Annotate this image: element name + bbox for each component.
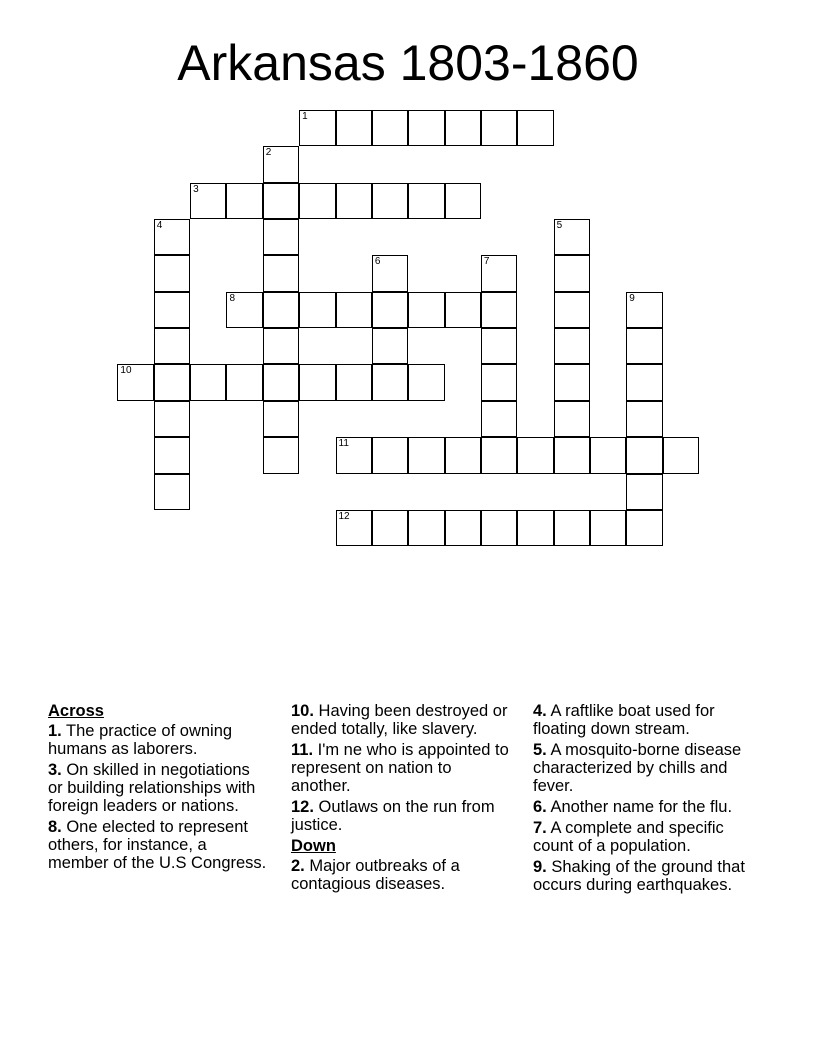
puzzle-title: Arkansas 1803-1860 (177, 35, 639, 91)
clue-across-8 (48, 818, 268, 872)
clue-number: 1. (48, 722, 62, 740)
grid-cell[interactable] (372, 437, 408, 473)
grid-cell[interactable] (481, 255, 517, 291)
grid-cell[interactable] (154, 328, 190, 364)
clue-across-11 (291, 741, 511, 795)
grid-cell[interactable] (663, 437, 699, 473)
grid-cell[interactable] (626, 401, 662, 437)
grid-cell[interactable] (481, 292, 517, 328)
clue-down-2 (291, 857, 511, 893)
grid-cell[interactable] (554, 292, 590, 328)
grid-cell[interactable] (554, 219, 590, 255)
grid-cell[interactable] (154, 474, 190, 510)
grid-cell[interactable] (626, 474, 662, 510)
grid-cell[interactable] (481, 364, 517, 400)
grid-cell[interactable] (481, 437, 517, 473)
clue-down-6 (533, 798, 753, 816)
clue-text: Outlaws on the run from justice. (291, 798, 495, 834)
grid-cell[interactable] (263, 183, 299, 219)
grid-cell[interactable] (154, 255, 190, 291)
grid-cell[interactable] (517, 110, 553, 146)
grid-cell[interactable] (336, 510, 372, 546)
grid-cell[interactable] (154, 401, 190, 437)
cell-number: 1 (302, 111, 308, 122)
clue-text: A complete and specific count of a population. (533, 819, 724, 855)
grid-cell[interactable] (554, 510, 590, 546)
grid-cell[interactable] (372, 183, 408, 219)
clue-number: 5. (533, 741, 547, 759)
clue-text: A raftlike boat used for floating down stream. (533, 702, 715, 738)
grid-cell[interactable] (372, 110, 408, 146)
cell-number: 10 (120, 365, 132, 377)
grid-cell[interactable] (372, 328, 408, 364)
clue-text: The practice of owning humans as laborers. (48, 722, 233, 758)
grid-cell[interactable] (299, 183, 335, 219)
clue-text: I'm ne who is appointed to represent on nation to another. (291, 741, 509, 795)
clue-number: 10. (291, 702, 314, 720)
cell-number: 3 (193, 183, 199, 195)
grid-cell[interactable] (554, 401, 590, 437)
cell-number: 7 (483, 256, 490, 268)
grid-cell[interactable] (336, 292, 372, 328)
grid-cell[interactable] (336, 437, 372, 473)
grid-cell[interactable] (263, 364, 299, 400)
clues-column-1 (48, 702, 268, 875)
clue-number: 8. (48, 818, 62, 836)
grid-cell[interactable] (190, 183, 226, 219)
cell-number: 8 (229, 292, 235, 304)
grid-cell[interactable] (445, 183, 481, 219)
grid-cell[interactable] (445, 510, 481, 546)
grid-cell[interactable] (554, 364, 590, 400)
clue-across-10 (291, 702, 511, 738)
grid-cell[interactable] (590, 437, 626, 473)
grid-cell[interactable] (445, 437, 481, 473)
grid-cell[interactable] (481, 510, 517, 546)
grid-cell[interactable] (226, 183, 262, 219)
clue-down-9 (533, 858, 753, 894)
grid-cell[interactable] (263, 146, 299, 182)
grid-cell[interactable] (263, 401, 299, 437)
grid-cell[interactable] (445, 292, 481, 328)
grid-cell[interactable] (626, 364, 662, 400)
grid-cell[interactable] (190, 364, 226, 400)
grid-cell[interactable] (117, 364, 153, 400)
cell-number: 5 (556, 220, 563, 232)
cell-number: 12 (338, 510, 350, 522)
grid-cell[interactable] (626, 510, 662, 546)
clue-number: 11. (291, 741, 314, 759)
clue-down-5 (533, 741, 753, 795)
cell-number: 11 (338, 438, 349, 450)
grid-cell[interactable] (299, 364, 335, 400)
grid-cell[interactable] (263, 292, 299, 328)
down-heading: Down (291, 837, 336, 855)
grid-cell[interactable] (226, 292, 262, 328)
grid-cell[interactable] (372, 292, 408, 328)
clue-text: A mosquito-borne disease characterized by chills and fever. (533, 741, 742, 795)
clue-number: 9. (533, 858, 547, 876)
grid-cell[interactable] (408, 510, 444, 546)
grid-cell[interactable] (263, 437, 299, 473)
grid-cell[interactable] (445, 110, 481, 146)
grid-cell[interactable] (408, 364, 444, 400)
clue-number: 6. (533, 798, 547, 816)
clue-number: 12. (291, 798, 314, 816)
clue-across-1 (48, 722, 268, 758)
grid-cell[interactable] (336, 110, 372, 146)
grid-cell[interactable] (408, 183, 444, 219)
grid-cell[interactable] (481, 401, 517, 437)
grid-cell[interactable] (517, 437, 553, 473)
clue-down-4 (533, 702, 753, 738)
grid-cell[interactable] (372, 364, 408, 400)
grid-cell[interactable] (336, 364, 372, 400)
grid-cell[interactable] (154, 437, 190, 473)
clue-number: 2. (291, 857, 305, 875)
across-heading: Across (48, 702, 104, 720)
cell-number: 2 (265, 147, 272, 159)
grid-cell[interactable] (590, 510, 626, 546)
cell-number: 6 (374, 256, 381, 268)
cell-number: 9 (629, 292, 635, 304)
grid-cell[interactable] (263, 219, 299, 255)
clue-text: One elected to represent others, for instance, a member of the U.S Congress. (48, 818, 267, 872)
clue-text: Shaking of the ground that occurs during earthquakes. (533, 858, 745, 894)
grid-cell[interactable] (154, 364, 190, 400)
grid-cell[interactable] (154, 292, 190, 328)
grid-cell[interactable] (554, 328, 590, 364)
clues-column-3 (533, 702, 753, 897)
grid-cell[interactable] (408, 292, 444, 328)
grid-cell[interactable] (554, 255, 590, 291)
grid-cell[interactable] (626, 437, 662, 473)
grid-cell[interactable] (481, 110, 517, 146)
grid-cell[interactable] (408, 110, 444, 146)
grid-cell[interactable] (299, 292, 335, 328)
clue-text: Another name for the flu. (546, 798, 733, 816)
grid-cell[interactable] (336, 183, 372, 219)
grid-cell[interactable] (626, 292, 662, 328)
grid-cell[interactable] (263, 328, 299, 364)
clue-number: 7. (533, 819, 547, 837)
clues-column-2 (291, 702, 511, 896)
clue-text: On skilled in negotiations or building relationships with foreign leaders or nations. (48, 761, 256, 815)
clue-number: 3. (48, 761, 62, 779)
cell-number: 4 (156, 220, 163, 232)
clue-text: Having been destroyed or ended totally, like slavery. (291, 702, 508, 738)
grid-cell[interactable] (626, 328, 662, 364)
grid-cell[interactable] (299, 110, 335, 146)
clue-across-12 (291, 798, 511, 834)
grid-cell[interactable] (481, 328, 517, 364)
grid-cell[interactable] (372, 510, 408, 546)
grid-cell[interactable] (408, 437, 444, 473)
grid-cell[interactable] (517, 510, 553, 546)
grid-cell[interactable] (372, 255, 408, 291)
clue-across-3 (48, 761, 268, 815)
grid-cell[interactable] (154, 219, 190, 255)
clue-number: 4. (533, 702, 547, 720)
grid-cell[interactable] (226, 364, 262, 400)
clue-down-7 (533, 819, 753, 855)
grid-cell[interactable] (263, 255, 299, 291)
clue-text: Major outbreaks of a contagious diseases. (291, 857, 460, 893)
grid-cell[interactable] (554, 437, 590, 473)
